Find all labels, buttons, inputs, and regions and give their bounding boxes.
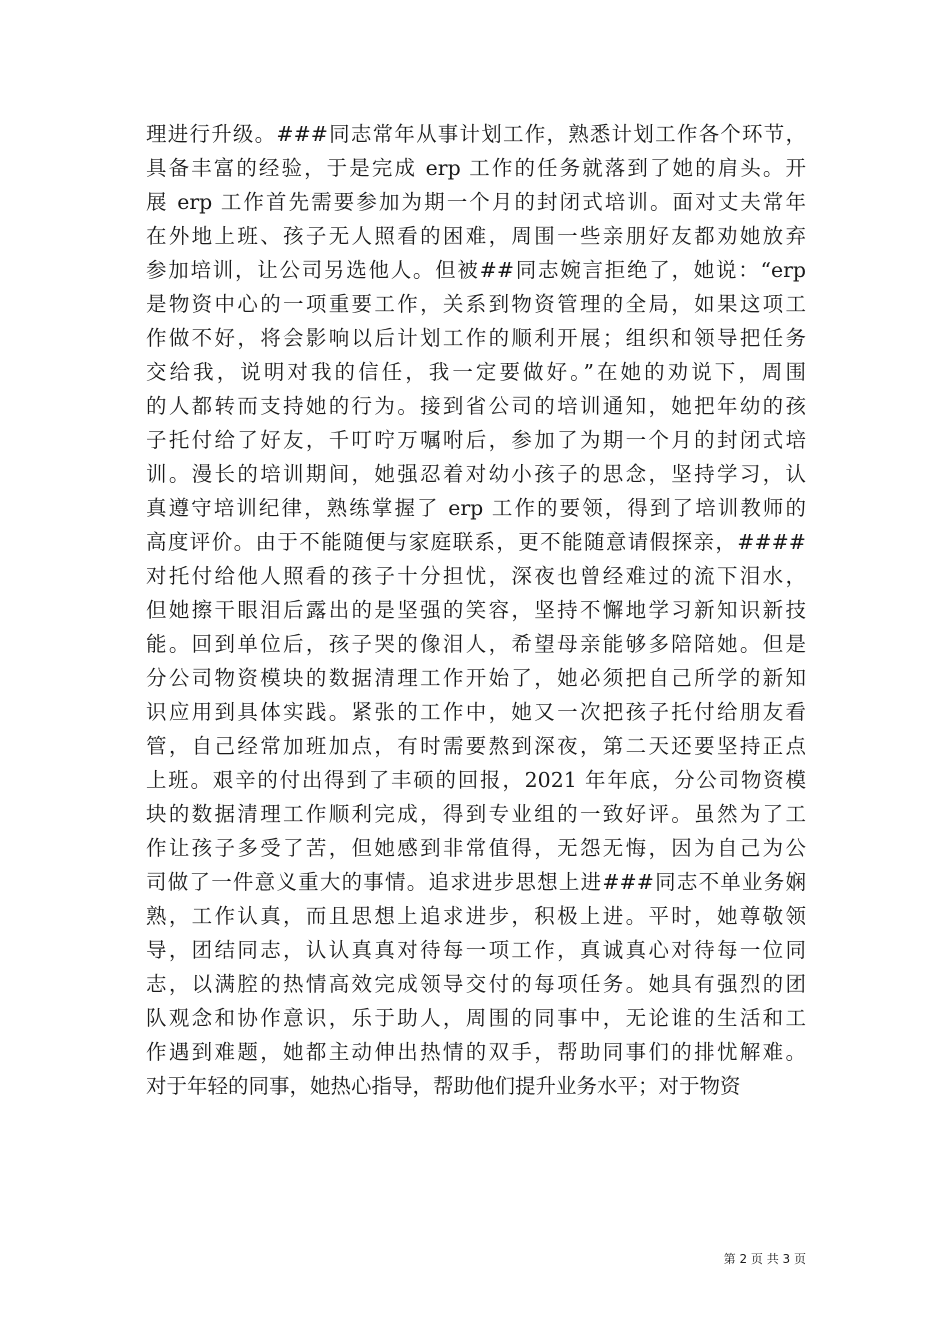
text-line: 的人都转而支持她的行为。接到省公司的培训通知，她把年幼的孩 — [146, 394, 806, 418]
text-line: 作让孩子多受了苦，但她感到非常值得，无怨无悔，因为自己为公 — [146, 836, 806, 860]
text-line: 分公司物资模块的数据清理工作开始了，她必须把自己所学的新知 — [146, 666, 806, 690]
text-line: 对托付给他人照看的孩子十分担忧，深夜也曾经难过的流下泪水， — [146, 564, 806, 588]
text-line: 对于年轻的同事，她热心指导，帮助他们提升业务水平；对于物资 — [146, 1074, 741, 1098]
text-line: 展 erp 工作首先需要参加为期一个月的封闭式培训。面对丈夫常年 — [146, 190, 806, 214]
text-line: 司做了一件意义重大的事情。追求进步思想上进###同志不单业务娴 — [146, 870, 806, 894]
text-line: 理进行升级。###同志常年从事计划工作，熟悉计划工作各个环节， — [146, 122, 806, 146]
text-line: 交给我，说明对我的信任，我一定要做好。”在她的劝说下，周围 — [146, 360, 806, 384]
text-line: 能。回到单位后，孩子哭的像泪人，希望母亲能够多陪陪她。但是 — [146, 632, 806, 656]
text-line: 子托付给了好友，千叮咛万嘱咐后，参加了为期一个月的封闭式培 — [146, 428, 806, 452]
text-line: 参加培训，让公司另选他人。但被##同志婉言拒绝了，她说：“erp — [146, 258, 806, 282]
text-line: 熟，工作认真，而且思想上追求进步，积极上进。平时，她尊敬领 — [146, 904, 806, 928]
text-line: 是物资中心的一项重要工作，关系到物资管理的全局，如果这项工 — [146, 292, 806, 316]
body-paragraph — [146, 117, 806, 1103]
text-line: 在外地上班、孩子无人照看的困难，周围一些亲朋好友都劝她放弃 — [146, 224, 806, 248]
text-line: 块的数据清理工作顺利完成，得到专业组的一致好评。虽然为了工 — [146, 802, 806, 826]
text-line: 但她擦干眼泪后露出的是坚强的笑容，坚持不懈地学习新知识新技 — [146, 598, 806, 622]
text-line: 上班。艰辛的付出得到了丰硕的回报，2021 年年底，分公司物资模 — [146, 768, 806, 792]
text-line: 队观念和协作意识，乐于助人，周围的同事中，无论谁的生活和工 — [146, 1006, 806, 1030]
page-number: 第 2 页 共 3 页 — [723, 1252, 806, 1266]
text-line: 志，以满腔的热情高效完成领导交付的每项任务。她具有强烈的团 — [146, 972, 806, 996]
text-line: 管，自己经常加班加点，有时需要熬到深夜，第二天还要坚持正点 — [146, 734, 806, 758]
text-line: 真遵守培训纪律，熟练掌握了 erp 工作的要领，得到了培训教师的 — [146, 496, 806, 520]
text-line: 导，团结同志，认认真真对待每一项工作，真诚真心对待每一位同 — [146, 938, 806, 962]
text-line: 作做不好，将会影响以后计划工作的顺利开展；组织和领导把任务 — [146, 326, 806, 350]
text-line: 训。漫长的培训期间，她强忍着对幼小孩子的思念，坚持学习，认 — [146, 462, 806, 486]
text-line: 高度评价。由于不能随便与家庭联系，更不能随意请假探亲，#### — [146, 530, 806, 554]
text-line: 识应用到具体实践。紧张的工作中，她又一次把孩子托付给朋友看 — [146, 700, 806, 724]
text-line: 作遇到难题，她都主动伸出热情的双手，帮助同事们的排忧解难。 — [146, 1040, 806, 1064]
text-line: 具备丰富的经验，于是完成 erp 工作的任务就落到了她的肩头。开 — [146, 156, 806, 180]
